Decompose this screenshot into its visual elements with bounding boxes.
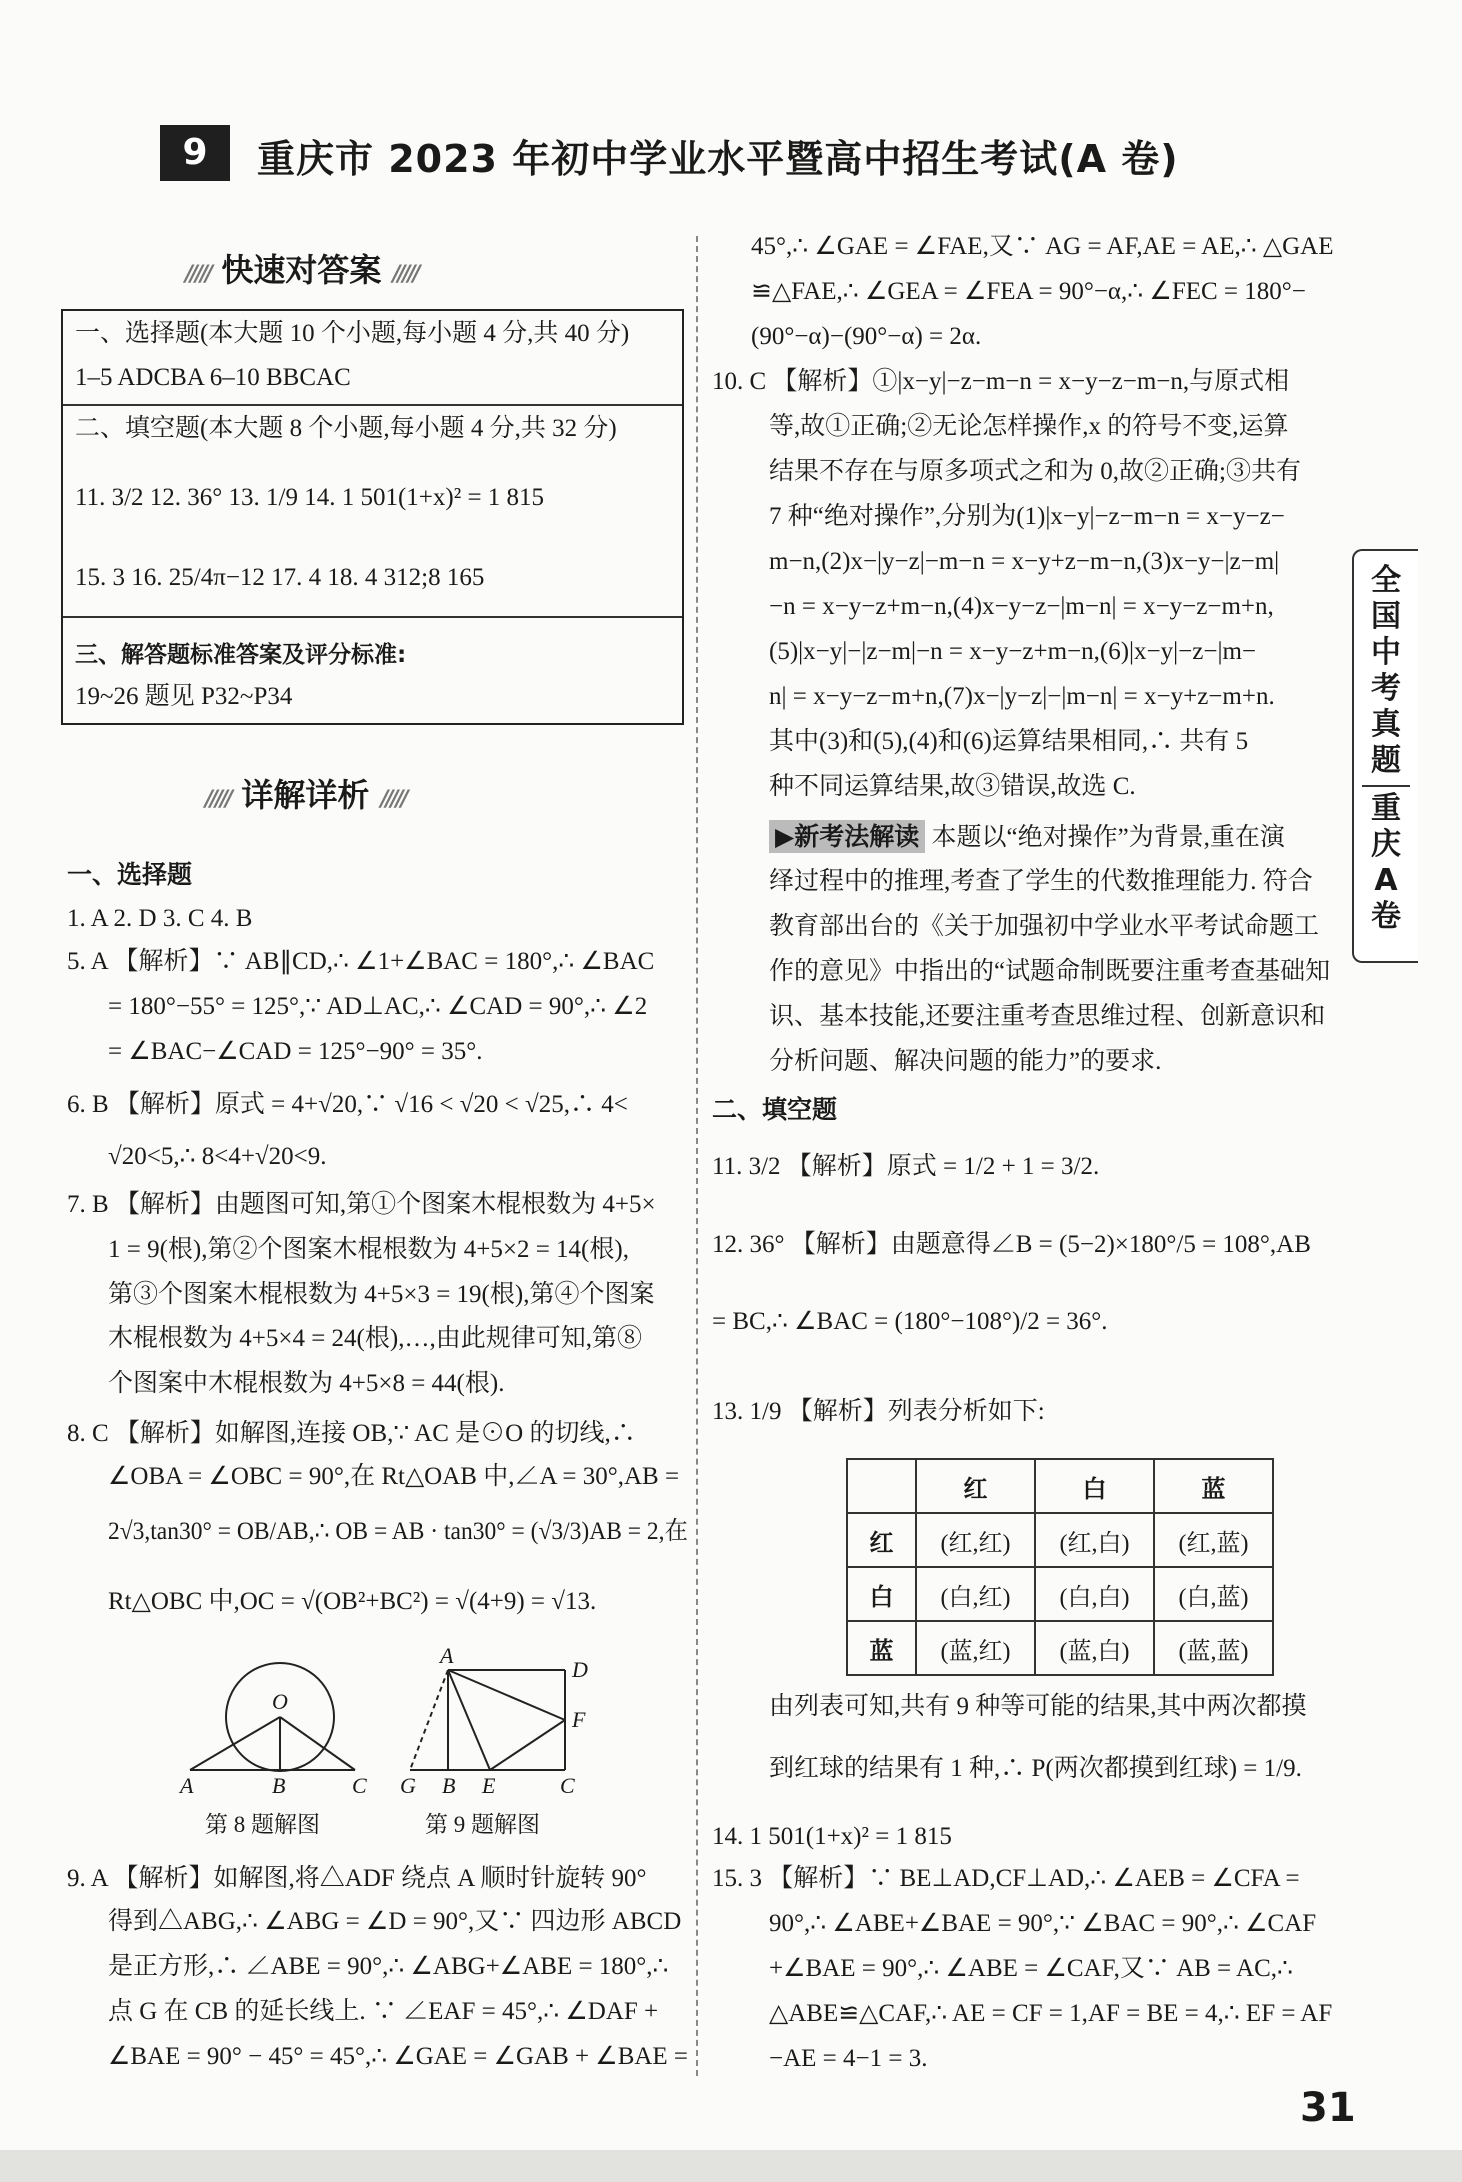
text-line: 一、选择题 [67,860,193,889]
table-header-row [847,1459,1273,1513]
table-cell: 白 [847,1567,916,1621]
text-line: 10. C 【解析】①|x−y|−z−m−n = x−y−z−m−n,与原式相 [712,368,1290,395]
text-line: 种不同运算结果,故③错误,故选 C. [769,773,1136,800]
fig-label: A [440,1643,454,1668]
text-line: 点 G 在 CB 的延长线上. ∵ ∠EAF = 45°,∴ ∠DAF + [108,1998,659,2025]
text-line: 45°,∴ ∠GAE = ∠FAE,又∵ AG = AF,AE = AE,∴ △GAE [751,233,1334,260]
table-cell [847,1459,916,1513]
insight-text: 本题以“绝对操作”为背景,重在演 [931,824,1285,851]
fig-label: B [442,1773,456,1798]
text-line: 1 = 9(根),第②个图案木棍根数为 4+5×2 = 14(根), [108,1236,629,1263]
section-3-title: 三、解答题标准答案及评分标准: [75,642,407,668]
section-1-title: 一、选择题(本大题 10 个小题,每小题 4 分,共 40 分) [75,320,630,347]
page-bottom-edge [0,2150,1462,2182]
text-line: 90°,∴ ∠ABE+∠BAE = 90°,∵ ∠BAC = 90°,∴ ∠CAF [769,1910,1317,1937]
new-exam-insight [769,820,1285,855]
text-line: 1. A 2. D 3. C 4. B [67,905,253,932]
side-tab-char: 真 [1371,707,1401,742]
side-tab-char: 全 [1371,563,1401,598]
text-line: (5)|x−y|−|z−m|−n = x−y−z+m−n,(6)|x−y|−z−|m− [769,638,1256,665]
side-tab-char: 国 [1371,599,1401,634]
table-cell: (蓝,红) [916,1621,1035,1675]
fig-label: C [560,1773,575,1798]
table-cell: (白,白) [1035,1567,1154,1621]
fig-label: F [572,1707,586,1732]
text-line: △ABE≌△CAF,∴ AE = CF = 1,AF = BE = 4,∴ EF = AF [769,2000,1333,2027]
section-2-title: 二、填空题(本大题 8 个小题,每小题 4 分,共 32 分) [75,415,617,442]
text-line: 12. 36° 【解析】由题意得∠B = (5−2)×180°/5 = 108°,AB [712,1231,1311,1258]
text-line: 5. A 【解析】∵ AB∥CD,∴ ∠1+∠BAC = 180°,∴ ∠BAC [67,948,655,975]
text-line: = ∠BAC−∠CAD = 125°−90° = 35°. [108,1038,483,1065]
text-line: √20<5,∴ 8<4+√20<9. [108,1143,327,1170]
text-line: 11. 3/2 【解析】原式 = 1/2 + 1 = 3/2. [712,1153,1100,1180]
table-cell: (白,红) [916,1567,1035,1621]
text-line: 绎过程中的推理,考查了学生的代数推理能力. 符合 [769,868,1313,895]
fig8-caption: 第 8 题解图 [205,1812,320,1837]
side-tab-char: 重 [1371,791,1401,826]
text-line: 得到△ABG,∴ ∠ABG = ∠D = 90°,又∵ 四边形 ABCD [108,1908,682,1935]
table-row [847,1513,1273,1567]
table-row [847,1621,1273,1675]
text-line: 识、基本技能,还要注重考查思维过程、创新意识和 [769,1003,1326,1030]
text-line: = BC,∴ ∠BAC = (180°−108°)/2 = 36°. [712,1308,1108,1335]
text-line: 结果不存在与原多项式之和为 0,故②正确;③共有 [769,458,1301,485]
quick-answers-box [61,309,684,725]
table-cell: 蓝 [847,1621,916,1675]
table-row [847,1567,1273,1621]
text-line: 到红球的结果有 1 种,∴ P(两次都摸到红球) = 1/9. [769,1755,1302,1782]
quick-answers-heading-text: 快速对答案 [221,251,382,289]
side-tab-char: 考 [1371,671,1401,706]
table-cell: (红,白) [1035,1513,1154,1567]
fig-label: B [272,1773,286,1798]
fig-label: G [400,1773,416,1798]
table-cell: (蓝,蓝) [1154,1621,1273,1675]
section-2 [63,406,682,618]
paper-number-badge: 9 [160,125,230,181]
fig-label: A [180,1773,194,1798]
solution-figures [180,1655,600,1805]
table-cell: (白,蓝) [1154,1567,1273,1621]
table-cell: 白 [1035,1459,1154,1513]
text-line: m−n,(2)x−|y−z|−m−n = x−y+z−m−n,(3)x−y−|z−m| [769,548,1280,575]
text-line: 7 种“绝对操作”,分别为(1)|x−y|−z−m−n = x−y−z− [769,503,1285,530]
fig-label: O [272,1689,288,1714]
text-line: 等,故①正确;②无论怎样操作,x 的符号不变,运算 [769,413,1289,440]
page-number: 31 [1300,2085,1356,2131]
text-line: n| = x−y−z−m+n,(7)x−|y−z|−|m−n| = x−y+z−m+n. [769,683,1275,710]
text-line: +∠BAE = 90°,∴ ∠ABE = ∠CAF,又∵ AB = AC,∴ [769,1955,1293,1982]
text-line: 第③个图案木棍根数为 4+5×3 = 19(根),第④个图案 [108,1281,655,1308]
table-cell: (蓝,白) [1035,1621,1154,1675]
text-line: 其中(3)和(5),(4)和(6)运算结果相同,∴ 共有 5 [769,728,1249,755]
section-2-row-2: 15. 3 16. 25/4π−12 17. 4 18. 4 312;8 165 [75,564,485,591]
table-cell: 蓝 [1154,1459,1273,1513]
text-line: 2√3,tan30° = OB/AB,∴ OB = AB · tan30° = (√3/3)AB = 2,在 [108,1518,689,1545]
quick-answers-heading: ///// 快速对答案 ///// [185,251,418,289]
section-2-row-1: 11. 3/2 12. 36° 13. 1/9 14. 1 501(1+x)² = 1 815 [75,484,545,511]
side-tab [1352,549,1418,963]
text-line: 6. B 【解析】原式 = 4+√20,∵ √16 < √20 < √25,∴ 4< [67,1091,628,1118]
fig-label: D [572,1657,588,1682]
side-tab-char: A [1374,863,1398,898]
side-tab-char: 中 [1371,635,1401,670]
text-line: 作的意见》中指出的“试题命制既要注重考查基础知 [769,958,1331,985]
text-line: ≌△FAE,∴ ∠GEA = ∠FEA = 90°−α,∴ ∠FEC = 180°− [751,278,1306,305]
table-cell: 红 [916,1459,1035,1513]
insight-tag: ▶新考法解读 [769,820,925,853]
side-tab-char: 卷 [1371,899,1401,934]
probability-table [846,1458,1274,1676]
text-line: = 180°−55° = 125°,∵ AD⊥AC,∴ ∠CAD = 90°,∴ ∠2 [108,993,648,1020]
section-3-note: 19~26 题见 P32~P34 [75,683,293,710]
table-cell: 红 [847,1513,916,1567]
text-line: ∠OBA = ∠OBC = 90°,在 Rt△OAB 中,∠A = 30°,AB = [108,1463,680,1490]
text-line: −n = x−y−z+m−n,(4)x−y−z−|m−n| = x−y−z−m+n, [769,593,1274,620]
side-tab-char: 庆 [1371,827,1401,862]
text-line: 由列表可知,共有 9 种等可能的结果,其中两次都摸 [769,1693,1307,1720]
column-divider [696,236,698,2076]
text-line: 14. 1 501(1+x)² = 1 815 [712,1823,952,1850]
page-title: 重庆市 2023 年初中学业水平暨高中招生考试(A 卷) [257,137,1179,181]
text-line: 分析问题、解决问题的能力”的要求. [769,1048,1162,1075]
fig-label: E [482,1773,496,1798]
fig-label: C [352,1773,367,1798]
detail-heading: ///// 详解详析 ///// [205,776,406,814]
text-line: 二、填空题 [712,1095,838,1124]
text-line: 15. 3 【解析】∵ BE⊥AD,CF⊥AD,∴ ∠AEB = ∠CFA = [712,1865,1300,1892]
text-line: 木棍根数为 4+5×4 = 24(根),…,由此规律可知,第⑧ [108,1325,642,1352]
text-line: 8. C 【解析】如解图,连接 OB,∵ AC 是⊙O 的切线,∴ [67,1420,636,1447]
text-line: Rt△OBC 中,OC = √(OB²+BC²) = √(4+9) = √13. [108,1588,597,1615]
table-cell: (红,蓝) [1154,1513,1273,1567]
text-line: −AE = 4−1 = 3. [769,2045,928,2072]
detail-heading-text: 详解详析 [241,776,370,814]
table-cell: (红,红) [916,1513,1035,1567]
side-tab-char: 题 [1371,743,1401,778]
text-line: 个图案中木棍根数为 4+5×8 = 44(根). [108,1370,505,1397]
text-line: 9. A 【解析】如解图,将△ADF 绕点 A 顺时针旋转 90° [67,1865,647,1892]
section-1 [63,311,682,406]
text-line: 13. 1/9 【解析】列表分析如下: [712,1398,1045,1425]
text-line: 是正方形,∴ ∠ABE = 90°,∴ ∠ABG+∠ABE = 180°,∴ [108,1953,669,1980]
section-1-answers: 1–5 ADCBA 6–10 BBCAC [75,364,351,391]
text-line: 7. B 【解析】由题图可知,第①个图案木棍根数为 4+5× [67,1191,656,1218]
text-line: (90°−α)−(90°−α) = 2α. [751,323,982,350]
fig9-caption: 第 9 题解图 [425,1812,540,1837]
text-line: 教育部出台的《关于加强初中学业水平考试命题工 [769,913,1320,940]
text-line: ∠BAE = 90° − 45° = 45°,∴ ∠GAE = ∠GAB + ∠BAE = [108,2043,688,2070]
